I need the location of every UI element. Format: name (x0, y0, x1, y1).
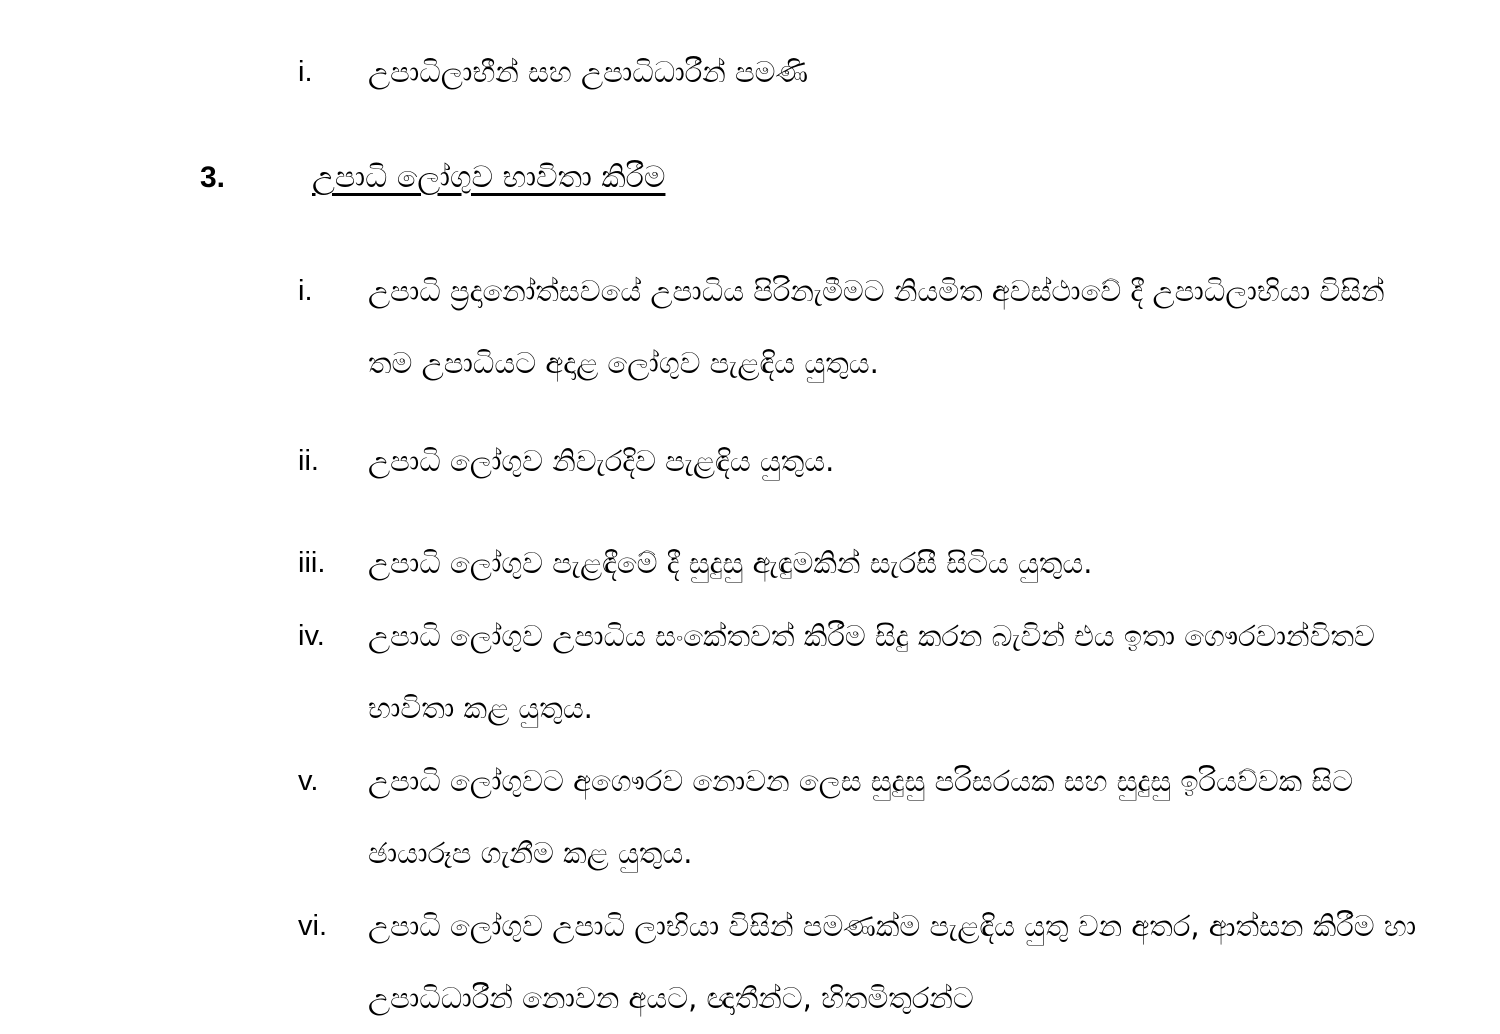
list-item-number: i. (298, 56, 313, 88)
list-item (298, 527, 1428, 599)
list-item (298, 600, 1428, 744)
list-item-text: උපාධි ලෝගුව උපාධිය සංකේතවත් කිරීම සිදු කරන බැවින් එය ඉතා ගෞරවාන්විතව භාවිතා කළ යුතුය. (368, 619, 1375, 725)
list-item-text: උපාධි ලෝගුව උපාධි ලාභියා විසින් පමණක්ම පැළඳිය යුතු වන අතර, ආත්සන කිරීම හා උපාධිධාරීන් නොවන අයට, ඥාතීන්ට, හිතමිතුරන්ට (368, 909, 1417, 1015)
list-item-number: vi. (298, 910, 327, 942)
list-item-text: උපාධි ප්‍රදානෝත්සවයේ උපාධිය පිරිනැමීමට නියමිත අවස්ථාවේ දී උපාධිලාභියා විසින් තම උපාධියට අදාළ ලෝගුව පැළඳිය යුතුය. (368, 274, 1385, 380)
section-number: 3. (200, 161, 226, 194)
list-item-number: v. (298, 765, 319, 797)
list-item-text: උපාධි ලෝගුව නිවැරදිව පැළඳිය යුතුය. (368, 444, 835, 478)
list-item-top (298, 36, 1428, 108)
list-item-number: iii. (298, 547, 326, 579)
list-item (298, 255, 1428, 399)
list-item-text: උපාධිලාභීන් සහ උපාධිධාරීන් පමණි (368, 55, 809, 89)
list-item (298, 745, 1428, 889)
list-item-number: iv. (298, 620, 325, 652)
section-title: උපාධි ලෝගුව භාවිතා කිරීම (312, 160, 666, 195)
list-item-text: උපාධි ලෝගුවට අගෞරව නොවන ලෙස සුදුසු පරිසරයක සහ සුදුසු ඉරියව්වක සිට ඡායාරූප ගැනීම කළ යුතුය. (368, 764, 1354, 870)
list-item-number: i. (298, 275, 313, 307)
list-item (298, 890, 1428, 1034)
list-item-number: ii. (298, 445, 319, 477)
list-item (298, 425, 1428, 497)
list-item-text: උපාධි ලෝගුව පැළඳීමේ දී සුදුසු ඇඳුමකින් සැරසී සිටිය යුතුය. (368, 546, 1093, 580)
